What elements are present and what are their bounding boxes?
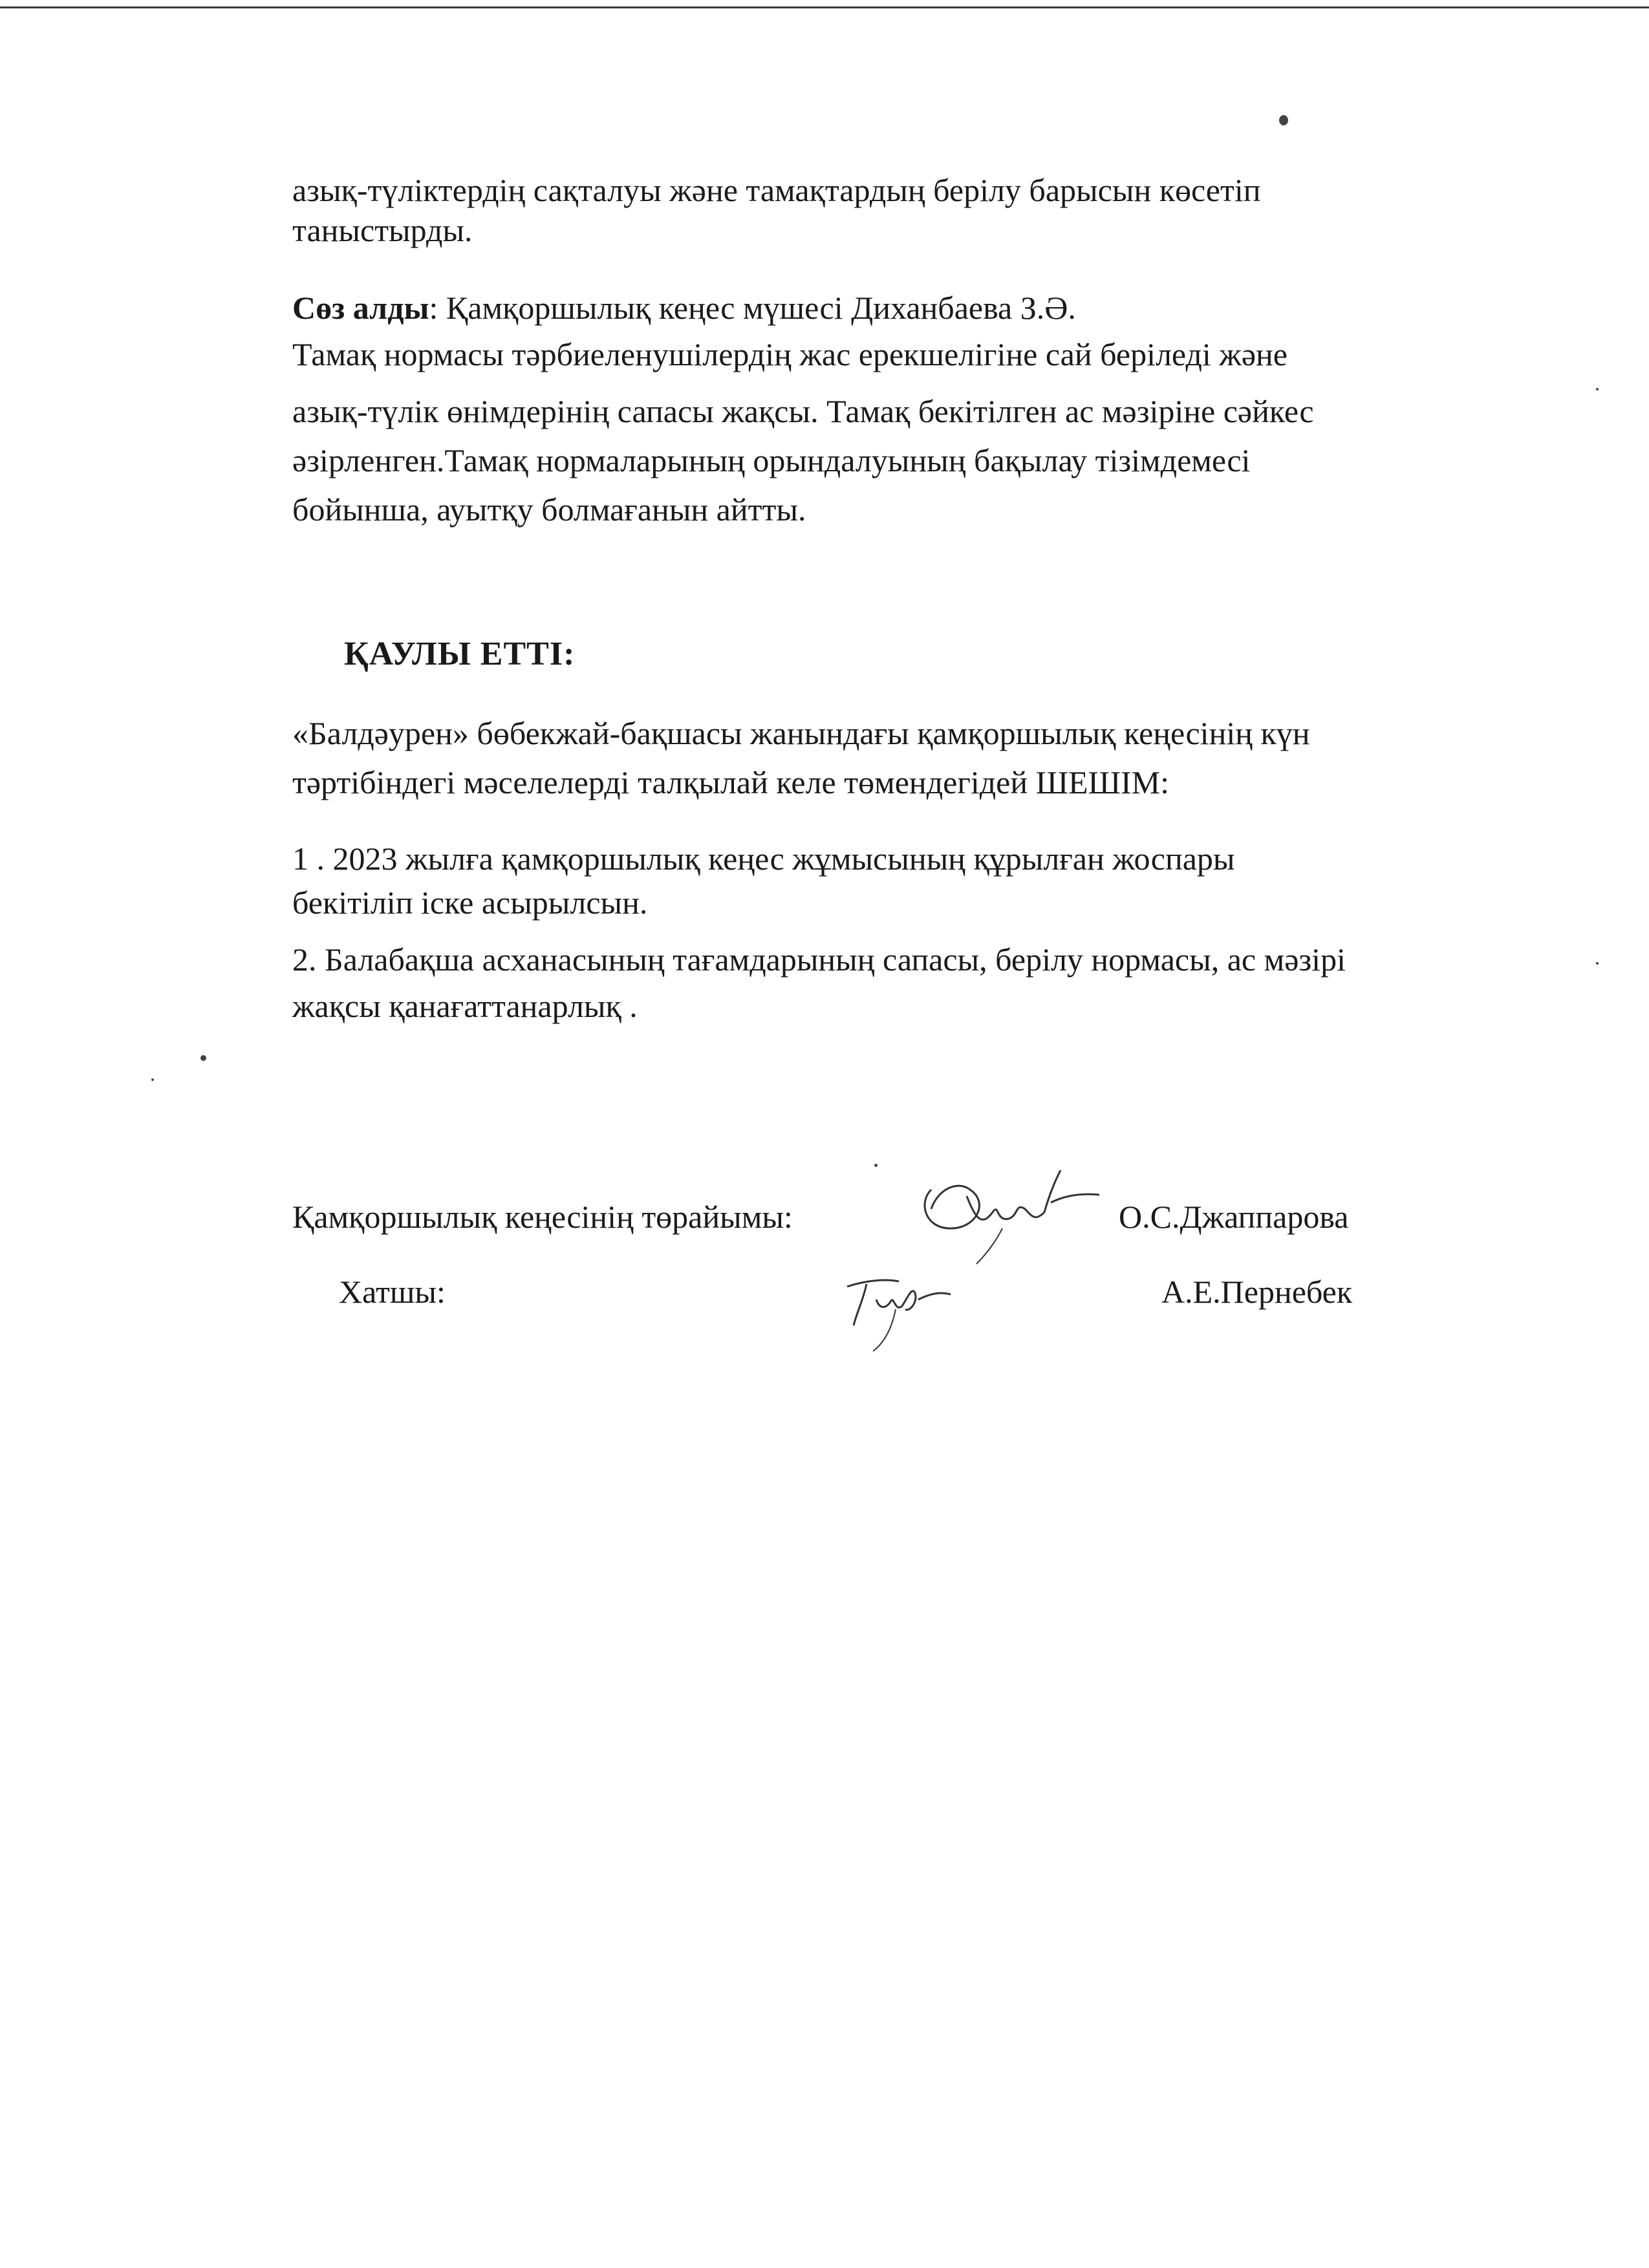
secretary-signature [841,1261,957,1358]
resolution-heading: ҚАУЛЫ ЕТТІ: [344,636,576,672]
paragraph-line: Тамақ нормасы тәрбиеленушілердің жас ерекшелігіне сай беріледі және [292,336,1288,372]
scan-speck [874,1164,878,1167]
speaker-line [292,283,1076,332]
speaker-label: Сөз алды [292,290,429,326]
paragraph-line: азық-түліктердің сақталуы және тамақтардың берілу барысын көсетіп [292,172,1261,208]
scan-speck [200,1055,206,1061]
scan-speck [151,1078,154,1081]
resolution-item-line: жақсы қанағаттанарлық . [292,988,638,1024]
paragraph-line: бойынша, ауытқу болмағанын айтты. [292,491,806,528]
resolution-intro-line: «Балдәурен» бөбекжай-бақшасы жанындағы қамқоршылық кеңесінің күн [292,715,1310,751]
chair-signature [905,1151,1112,1267]
scan-speck [1596,962,1599,965]
secretary-title: Хатшы: [339,1274,446,1310]
resolution-intro-line: тәртібіндегі мәселелерді талқылай келе төмендегідей ШЕШІМ: [292,764,1170,800]
chair-title: Қамқоршылық кеңесінің төрайымы: [292,1199,793,1235]
speaker-text: : Қамқоршылық кеңес мүшесі Диханбаева З.Ә. [429,290,1076,326]
paragraph-line: әзірленген.Тамақ нормаларының орындалуының бақылау тізімдемесі [292,442,1251,478]
resolution-item-line: бекітіліп іске асырылсын. [292,884,648,921]
chair-name: О.С.Джаппарова [1119,1199,1349,1235]
scan-top-edge [0,6,1649,8]
secretary-name: А.Е.Пернебек [1161,1274,1353,1310]
scan-speck [1279,115,1288,125]
paragraph-line: азық-түлік өнімдерінің сапасы жақсы. Тамақ бекітілген ас мәзіріне сәйкес [292,393,1314,429]
paragraph-line: таныстырды. [292,212,473,248]
resolution-item-line: 2. Балабақша асханасының тағамдарының сапасы, берілу нормасы, ас мәзірі [292,941,1346,978]
scan-speck [1596,388,1599,390]
resolution-item-line: 1 . 2023 жылға қамқоршылық кеңес жұмысының құрылған жоспары [292,840,1235,877]
